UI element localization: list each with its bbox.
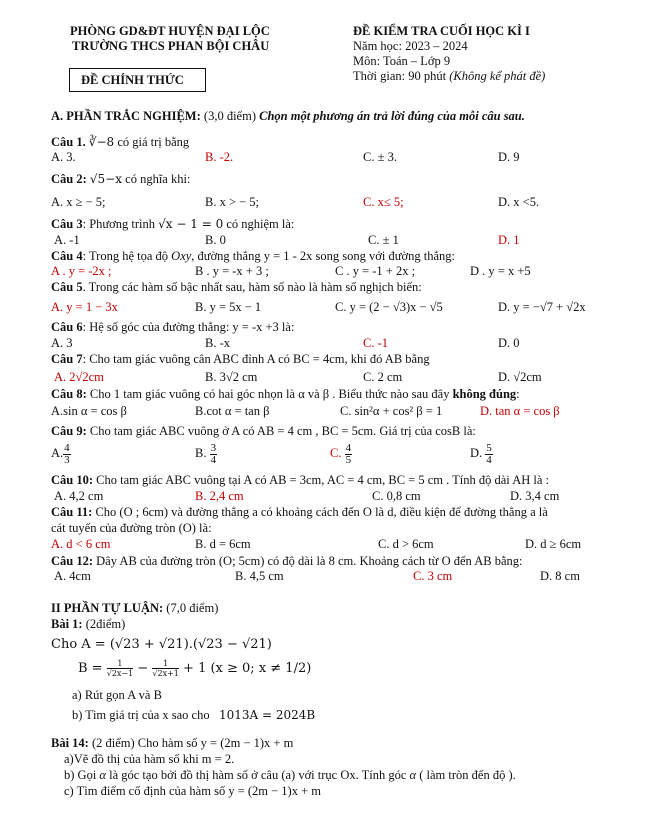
q9-option-d: D. $\frac{5}{4}$ bbox=[470, 441, 492, 466]
school-year: Năm học: 2023 – 2024 bbox=[353, 39, 468, 53]
q5-option-a: A. y = 1 − 3x bbox=[51, 300, 118, 314]
exam-time: Thời gian: 90 phút (Không kể phát đề) bbox=[353, 69, 546, 83]
q10-option-a: A. 4,2 cm bbox=[54, 489, 104, 503]
part-a-heading: A. PHẦN TRẮC NGHIỆM: (3,0 điểm) Chọn một phương án trả lời đúng của mỗi câu sau. bbox=[51, 109, 525, 123]
q4-option-a: A . y = -2x ; bbox=[51, 264, 112, 278]
q12-option-c: C. 3 cm bbox=[413, 569, 453, 583]
q9-option-a: A. $\frac{4}{3}$ bbox=[51, 441, 70, 466]
q1-option-c: C. ± 3. bbox=[363, 150, 397, 164]
q12-option-a: A. 4cm bbox=[54, 569, 91, 583]
q12-option-d: D. 8 cm bbox=[540, 569, 580, 583]
part-b-heading: II PHẦN TỰ LUẬN: (7,0 điểm) bbox=[51, 601, 219, 615]
q2-stem: Câu 2: √5−x có nghĩa khi: bbox=[51, 172, 191, 186]
q10-stem: Câu 10: Cho tam giác ABC vuông tại A có AB = 3cm, AC = 4 cm, BC = 5 cm . Tính độ dài AH là : bbox=[51, 473, 550, 487]
bai1-part-b: b) Tìm giá trị của x sao cho 1013A = 2024B bbox=[72, 708, 316, 722]
q2-option-d: D. x <5. bbox=[498, 195, 540, 209]
subject: Môn: Toán – Lớp 9 bbox=[353, 54, 451, 68]
q7-stem: Câu 7: Cho tam giác vuông cân ABC đỉnh A có BC = 4cm, khi đó AB bằng bbox=[51, 352, 430, 366]
q4-stem: Câu 4: Trong hệ tọa độ Oxy, đường thẳng y = 1 - 2x song song với đường thẳng: bbox=[51, 249, 455, 263]
q5-option-c: C. y = (2 − √3)x − √5 bbox=[335, 300, 443, 314]
q11-option-a: A. d < 6 cm bbox=[51, 537, 111, 551]
bai14-heading: Bài 14: (2 điểm) Cho hàm số y = (2m − 1)x + m bbox=[51, 736, 294, 750]
q11-option-b: B. d = 6cm bbox=[195, 537, 251, 551]
bai1-expr-a: Cho A = (√23 + √21).(√23 − √21) bbox=[51, 637, 272, 652]
q6-option-d: D. 0 bbox=[498, 336, 520, 350]
q3-option-c: C. ± 1 bbox=[368, 233, 399, 247]
q5-option-b: B. y = 5x − 1 bbox=[195, 300, 262, 314]
q11-stem-line2: cát tuyến của đường tròn (O) là: bbox=[51, 521, 212, 535]
q3-stem: Câu 3: Phương trình √x − 1 = 0 có nghiệm là: bbox=[51, 217, 295, 231]
q4-option-b: B . y = -x + 3 ; bbox=[195, 264, 269, 278]
q12-option-b: B. 4,5 cm bbox=[235, 569, 284, 583]
q9-stem: Câu 9: Cho tam giác ABC vuông ở A có AB = 4 cm , BC = 5cm. Giá trị của cosB là: bbox=[51, 424, 476, 438]
q2-option-a: A. x ≥ − 5; bbox=[51, 195, 106, 209]
q5-option-d: D. y = −√7 + √2x bbox=[498, 300, 586, 314]
q4-option-c: C . y = -1 + 2x ; bbox=[335, 264, 416, 278]
q11-option-c: C. d > 6cm bbox=[378, 537, 434, 551]
q6-option-c: C. -1 bbox=[363, 336, 388, 350]
q8-stem: Câu 8: Cho 1 tam giác vuông có hai góc nhọn là α và β . Biểu thức nào sau đây không đúng: bbox=[51, 387, 520, 401]
q3-option-b: B. 0 bbox=[205, 233, 226, 247]
q3-option-a: A. -1 bbox=[54, 233, 80, 247]
bai14-part-b: b) Gọi α là góc tạo bởi đồ thị hàm số ở câu (a) với trục Ox. Tính góc α ( làm tròn đến độ ). bbox=[64, 768, 516, 782]
q7-option-d: D. √2cm bbox=[498, 370, 542, 384]
department-name: PHÒNG GD&ĐT HUYỆN ĐẠI LỘC bbox=[70, 24, 270, 38]
q1-option-d: D. 9 bbox=[498, 150, 520, 164]
q9-option-b: B. $\frac{3}{4}$ bbox=[195, 441, 217, 466]
q8-option-c: C. sin²α + cos² β = 1 bbox=[340, 404, 443, 418]
bai1-expr-b: B = $\frac{1}{√2x-1}$ − $\frac{1}{√2x+1}$ + 1 (x ≥ 0; x ≠ 1/2) bbox=[78, 659, 312, 678]
q6-option-b: B. -x bbox=[205, 336, 230, 350]
school-name: TRƯỜNG THCS PHAN BỘI CHÂU bbox=[72, 39, 270, 53]
q4-option-d: D . y = x +5 bbox=[470, 264, 531, 278]
q2-option-c: C. x≤ 5; bbox=[363, 195, 404, 209]
q9-option-c: C. $\frac{4}{5}$ bbox=[330, 441, 352, 466]
q3-option-d: D. 1 bbox=[498, 233, 520, 247]
q10-option-b: B. 2,4 cm bbox=[195, 489, 244, 503]
q11-stem-line1: Câu 11: Cho (O ; 6cm) và đường thẳng a có khoảng cách đến O là d, điều kiện để đường thẳng a là bbox=[51, 505, 548, 519]
bai14-part-a: a)Vẽ đồ thị của hàm số khi m = 2. bbox=[64, 752, 235, 766]
q6-stem: Câu 6: Hệ số góc của đường thẳng: y = -x +3 là: bbox=[51, 320, 295, 334]
q6-option-a: A. 3 bbox=[51, 336, 73, 350]
q10-option-c: C. 0,8 cm bbox=[372, 489, 421, 503]
exam-title: ĐỀ KIỂM TRA CUỐI HỌC KÌ I bbox=[353, 24, 530, 38]
q8-option-d: D. tan α = cos β bbox=[480, 404, 560, 418]
bai1-part-a: a) Rút gọn A và B bbox=[72, 688, 162, 702]
official-label: ĐỀ CHÍNH THỨC bbox=[81, 73, 184, 87]
q7-option-a: A. 2√2cm bbox=[54, 370, 104, 384]
q7-option-b: B. 3√2 cm bbox=[205, 370, 258, 384]
q8-option-b: B.cot α = tan β bbox=[195, 404, 270, 418]
q7-option-c: C. 2 cm bbox=[363, 370, 403, 384]
q8-option-a: A.sin α = cos β bbox=[51, 404, 127, 418]
q1-option-b: B. -2. bbox=[205, 150, 234, 164]
q1-option-a: A. 3. bbox=[51, 150, 76, 164]
bai1-heading: Bài 1: (2điểm) bbox=[51, 617, 126, 631]
q1-stem: Câu 1. ∛−8 có giá trị bằng bbox=[51, 135, 190, 149]
q5-stem: Câu 5. Trong các hàm số bậc nhất sau, hàm số nào là hàm số nghịch biến: bbox=[51, 280, 422, 294]
q10-option-d: D. 3,4 cm bbox=[510, 489, 560, 503]
q2-option-b: B. x > − 5; bbox=[205, 195, 260, 209]
q12-stem: Câu 12: Dây AB của đường tròn (O; 5cm) có độ dài là 8 cm. Khoảng cách từ O đến AB bằng: bbox=[51, 554, 523, 568]
bai14-part-c: c) Tìm điểm cố định của hàm số y = (2m − 1)x + m bbox=[64, 784, 321, 798]
q11-option-d: D. d ≥ 6cm bbox=[525, 537, 582, 551]
